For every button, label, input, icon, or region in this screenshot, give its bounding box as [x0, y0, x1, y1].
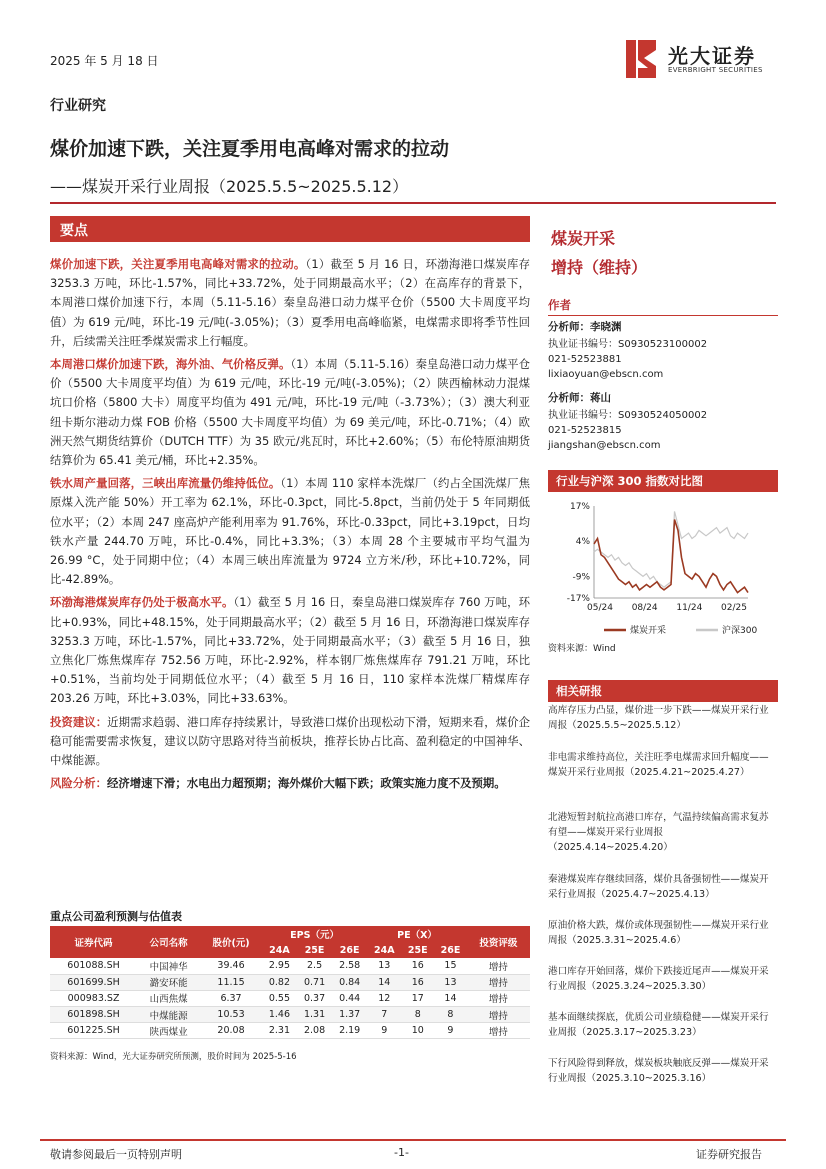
th-eps-26e: 26E — [332, 942, 367, 958]
cell: 12 — [367, 990, 401, 1006]
paragraph-4-body: （1）截至 5 月 16 日，秦皇岛港口煤炭库存 760 万吨，环比+0.93%，同比+48.15%，处于同期最高水平；（2）截至 5 月 16 日，环渤海港口煤炭库存 3253.3 万吨，环比-1.57%，同比+33.72%，处于同期最高水平；（3）截至 5 月 16 日，独立焦化厂炼焦煤库存 752.56 万吨，环比-2.92%，样本钢厂炼焦煤库存 791.21 万吨，环比+0.51%，当前均处于同期低位水平；（4）截至 5 月 16 日，110 家样本洗煤厂精煤库存 203.26 万吨，环比+3.03%，同比+33.63%。 — [50, 595, 530, 706]
footer-disclaimer: 敬请参阅最后一页特别声明 — [50, 1148, 182, 1161]
cell: 20.08 — [200, 1023, 262, 1039]
table-title: 重点公司盈利预测与估值表 — [50, 910, 182, 923]
footer-divider — [40, 1139, 786, 1141]
valuation-table — [50, 926, 530, 1039]
cell: 10 — [401, 1023, 434, 1039]
cell: 13 — [367, 958, 401, 974]
table-row — [50, 1023, 530, 1039]
table-row — [50, 958, 530, 974]
cell: 601088.SH — [50, 958, 137, 974]
legend-label: 煤炭开采 — [630, 626, 667, 636]
related-report-6[interactable]: 港口库存开始回落，煤价下跌接近尾声——煤炭开采行业周报（2025.3.24~2025.3.30） — [548, 966, 769, 992]
paragraph-1 — [50, 255, 530, 351]
table-row — [50, 990, 530, 1006]
th-code: 证券代码 — [50, 926, 137, 958]
chart-header: 行业与沪深 300 指数对比图 — [548, 470, 778, 492]
th-pe-26e: 26E — [434, 942, 467, 958]
logo-text: 光大证券 — [668, 44, 756, 68]
cell: 15 — [434, 958, 467, 974]
cell: 中煤能源 — [137, 1007, 200, 1023]
report-title: 煤价加速下跌，关注夏季用电高峰对需求的拉动 — [50, 138, 450, 160]
cell: 2.95 — [262, 958, 297, 974]
main-content — [50, 255, 530, 797]
th-pe-25e: 25E — [401, 942, 434, 958]
cell: 601225.SH — [50, 1023, 137, 1039]
analyst-2-email[interactable]: jiangshan@ebscn.com — [548, 440, 661, 451]
th-rating: 投资评级 — [467, 926, 530, 958]
analyst-1-cert: 执业证书编号：S0930523100002 — [548, 339, 708, 350]
analyst-2-cert: 执业证书编号：S0930524050002 — [548, 410, 708, 421]
related-report-8[interactable]: 下行风险得到释放，煤炭板块触底反弹——煤炭开采行业周报（2025.3.10~2025.3.16） — [548, 1058, 769, 1084]
cell: 陕西煤业 — [137, 1023, 200, 1039]
logo-english: EVERBRIGHT SECURITIES — [668, 66, 763, 74]
sector-rating: 增持（维持） — [551, 258, 648, 277]
cell: 2.19 — [332, 1023, 367, 1039]
cell: 增持 — [467, 958, 530, 974]
company-logo — [624, 38, 784, 84]
analyst-1-email[interactable]: lixiaoyuan@ebscn.com — [548, 369, 664, 380]
report-subtitle: ——煤炭开采行业周报（2025.5.5~2025.5.12） — [50, 177, 409, 196]
authors-divider — [548, 315, 778, 316]
cell: 增持 — [467, 1007, 530, 1023]
cell: 1.31 — [297, 1007, 332, 1023]
paragraph-4-head: 环渤海港煤炭库存仍处于极高水平。 — [50, 595, 234, 610]
investment-advice — [50, 713, 530, 771]
y-tick-label: -17% — [566, 594, 590, 604]
paragraph-1-head: 煤价加速下跌，关注夏季用电高峰对需求的拉动。 — [50, 257, 306, 271]
legend-label: 沪深300 — [722, 626, 758, 636]
cell: 9 — [434, 1023, 467, 1039]
header-divider — [50, 202, 776, 204]
y-tick-label: -9% — [572, 572, 590, 583]
cell: 增持 — [467, 1023, 530, 1039]
footer-report-type: 证券研究报告 — [696, 1148, 762, 1161]
th-eps-25e: 25E — [297, 942, 332, 958]
index-comparison-chart — [548, 498, 778, 648]
th-pe-24a: 24A — [367, 942, 401, 958]
cell: 9 — [367, 1023, 401, 1039]
cell: 10.53 — [200, 1007, 262, 1023]
table-row — [50, 1007, 530, 1023]
invest-body: 近期需求趋弱、港口库存持续累计，导致港口煤价出现松动下滑，短期来看，煤价企稳可能需要需求恢复，建议以防守思路对待当前板块，推荐长协占比高、盈利稳定的中国神华、中煤能源。 — [50, 714, 530, 768]
related-report-7[interactable]: 基本面继续探底，优质公司业绩稳健——煤炭开采行业周报（2025.3.17~2025.3.23） — [548, 1012, 769, 1038]
cell: 1.37 — [332, 1007, 367, 1023]
cell: 14 — [367, 974, 401, 990]
cell: 2.31 — [262, 1023, 297, 1039]
cell: 7 — [367, 1007, 401, 1023]
cell: 16 — [401, 958, 434, 974]
cell: 11.15 — [200, 974, 262, 990]
page-number: -1- — [394, 1146, 409, 1159]
y-tick-label: 4% — [575, 537, 590, 548]
table-source: 资料来源：Wind，光大证券研究所预测，股价时间为 2025-5-16 — [50, 1052, 297, 1062]
cell: 0.84 — [332, 974, 367, 990]
cell: 8 — [401, 1007, 434, 1023]
cell: 0.71 — [297, 974, 332, 990]
logo-mark-icon — [624, 38, 660, 80]
cell: 中国神华 — [137, 958, 200, 974]
risk-body: 经济增速下滑；水电出力超预期；海外煤价大幅下跌；政策实施力度不及预期。 — [106, 776, 506, 791]
paragraph-2-body: （1）本周（5.11-5.16）秦皇岛港口动力煤平仓价（5500 大卡周度平均值）为 619 元/吨，环比-19 元/吨(-3.05%)；（2）陕西榆林动力混煤坑口价格（5800 大卡）周度平均值为 491 元/吨，环比-19 元/吨（-3.73%）；（3）澳大利亚纽卡斯尔港动力煤 FOB 价格（5500 大卡周度平均值）为 69 美元/吨，环比-0.71%；（4）欧洲天然气期货结算价（DUTCH TTF）为 35 欧元/兆瓦时，环比+2.60%；（5）布伦特原油期货结算价为 65.41 美元/桶，环比+2.35%。 — [50, 357, 530, 468]
analyst-2-phone: 021-52523815 — [548, 425, 622, 436]
report-category: 行业研究 — [50, 98, 106, 114]
related-report-3[interactable]: 北港短暂封航拉高港口库存，气温持续偏高需求复苏有望——煤炭开采行业周报（2025.4.14~2025.4.20） — [548, 812, 769, 853]
authors-label: 作者 — [548, 298, 571, 312]
related-report-2[interactable]: 非电需求维持高位，关注旺季电煤需求回升幅度——煤炭开采行业周报（2025.4.21~2025.4.27） — [548, 752, 769, 778]
cell: 0.82 — [262, 974, 297, 990]
cell: 17 — [401, 990, 434, 1006]
cell: 0.44 — [332, 990, 367, 1006]
analyst-2-name: 分析师：蒋山 — [548, 392, 611, 404]
analyst-1-name: 分析师：李晓渊 — [548, 321, 622, 333]
paragraph-2-head: 本周港口煤价加速下跌，海外油、气价格反弹。 — [50, 357, 291, 372]
paragraph-3 — [50, 474, 530, 589]
paragraph-2 — [50, 355, 530, 470]
keypoints-header: 要点 — [50, 216, 530, 242]
analyst-1-phone: 021-52523881 — [548, 354, 622, 365]
paragraph-3-body: （1）本周 110 家样本洗煤厂（约占全国洗煤厂焦原煤入洗产能 50%）开工率为 62.1%，环比-0.3pct，同比-5.8pct，当前仍处于 5 年同期低位水平；（2）本周 247 座高炉产能利用率为 91.76%，环比-0.33pct，同比+3.19pct，日均铁水产量 244.70 万吨，环比-0.4%，同比+3.3%；（3）本周 28 个主要城市平均气温为 26.99 °C，处于同期中位；（4）本周三峡出库流量为 9724 立方米/秒，环比+10.72%，同比-42.89%。 — [50, 476, 530, 587]
chart-source: 资料来源：Wind — [548, 644, 616, 654]
related-report-5[interactable]: 原油价格大跌，煤价或体现强韧性——煤炭开采行业周报（2025.3.31~2025.4.6） — [548, 920, 769, 946]
cell: 13 — [434, 974, 467, 990]
x-tick-label: 02/25 — [721, 603, 747, 613]
paragraph-4 — [50, 593, 530, 708]
table-row — [50, 974, 530, 990]
report-date: 2025 年 5 月 18 日 — [50, 54, 159, 68]
cell: 2.58 — [332, 958, 367, 974]
related-report-1[interactable]: 高库存压力凸显，煤价进一步下跌——煤炭开采行业周报（2025.5.5~2025.5.12） — [548, 705, 769, 731]
y-tick-label: 17% — [569, 502, 590, 512]
sector-name: 煤炭开采 — [551, 229, 616, 248]
risk-head: 风险分析： — [50, 776, 107, 791]
th-eps-24a: 24A — [262, 942, 297, 958]
cell: 增持 — [467, 974, 530, 990]
th-name: 公司名称 — [137, 926, 200, 958]
cell: 14 — [434, 990, 467, 1006]
cell: 增持 — [467, 990, 530, 1006]
risk-analysis — [50, 774, 530, 793]
cell: 0.37 — [297, 990, 332, 1006]
cell: 39.46 — [200, 958, 262, 974]
x-tick-label: 08/24 — [631, 603, 658, 613]
paragraph-1-body: （1）截至 5 月 16 日，环渤海港口煤炭库存 3253.3 万吨，环比-1.57%，同比+33.72%，处于同期最高水平；（2）在高库存的背景下，本周港口煤价加速下行，本周（5.11-5.16）秦皇岛港口动力煤平仓价（5500 大卡周度平均值）为 619 元/吨，环比-19 元/吨(-3.05%)；（3）夏季用电高峰临紧，电煤需求即将季节性回升，后续需关注旺季煤炭需求上行幅度。 — [50, 257, 530, 348]
related-reports-header: 相关研报 — [548, 680, 778, 702]
series-line-sector — [594, 520, 748, 593]
th-price: 股价(元) — [200, 926, 262, 958]
cell: 山西焦煤 — [137, 990, 200, 1006]
cell: 601898.SH — [50, 1007, 137, 1023]
cell: 000983.SZ — [50, 990, 137, 1006]
cell: 0.55 — [262, 990, 297, 1006]
cell: 16 — [401, 974, 434, 990]
th-eps: EPS（元） — [262, 926, 367, 942]
cell: 2.08 — [297, 1023, 332, 1039]
cell: 2.5 — [297, 958, 332, 974]
paragraph-3-head: 铁水周产量回落，三峡出库流量仍维持低位。 — [50, 476, 281, 491]
cell: 1.46 — [262, 1007, 297, 1023]
related-report-4[interactable]: 秦港煤炭库存继续回落，煤价具备强韧性——煤炭开采行业周报（2025.4.7~2025.4.13） — [548, 874, 769, 900]
th-pe: PE（X） — [367, 926, 467, 942]
x-tick-label: 11/24 — [676, 603, 703, 613]
cell: 潞安环能 — [137, 974, 200, 990]
invest-head: 投资建议： — [50, 714, 108, 729]
cell: 6.37 — [200, 990, 262, 1006]
cell: 601699.SH — [50, 974, 137, 990]
cell: 8 — [434, 1007, 467, 1023]
x-tick-label: 05/24 — [587, 603, 613, 613]
